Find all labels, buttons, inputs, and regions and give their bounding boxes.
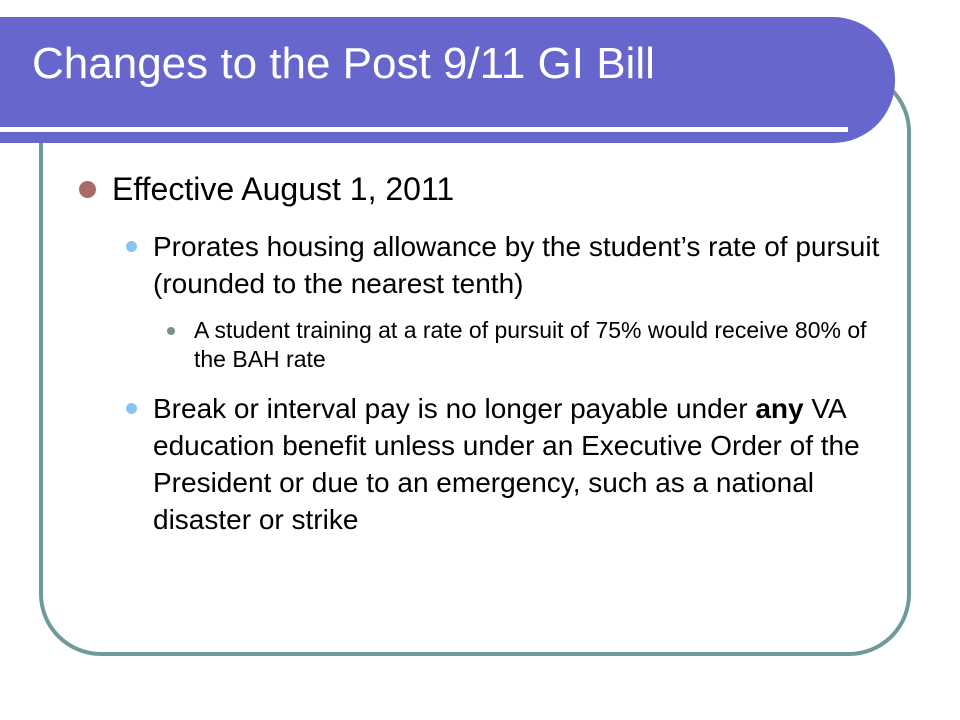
bullet-text: Effective August 1, 2011 (112, 171, 455, 207)
bullet-effective-date (76, 170, 896, 208)
bullet-housing-proration (121, 228, 896, 302)
level-one-bullet-icon (79, 181, 96, 198)
bullet-text-before-emphasis: Break or interval pay is no longer payable under (153, 393, 756, 424)
level-two-bullet-icon (126, 403, 137, 414)
bullet-emphasis-text: any (755, 393, 804, 424)
bullet-text-after-emphasis: VA education benefit unless under an Executive Order of the President or due to an emergency, such as a national disaster or strike (153, 393, 860, 535)
bullet-text: Prorates housing allowance by the student’s rate of pursuit (rounded to the nearest tenth) (153, 231, 880, 299)
slide-title: Changes to the Post 9/11 GI Bill (32, 39, 655, 88)
slide-body (76, 170, 896, 538)
level-three-bullet-icon (167, 327, 175, 335)
bullet-rate-example (160, 316, 896, 374)
level-two-bullet-icon (126, 241, 137, 252)
bullet-break-pay (121, 390, 896, 538)
bullet-text: A student training at a rate of pursuit of 75% would receive 80% of the BAH rate (194, 317, 867, 372)
title-divider (0, 127, 848, 132)
